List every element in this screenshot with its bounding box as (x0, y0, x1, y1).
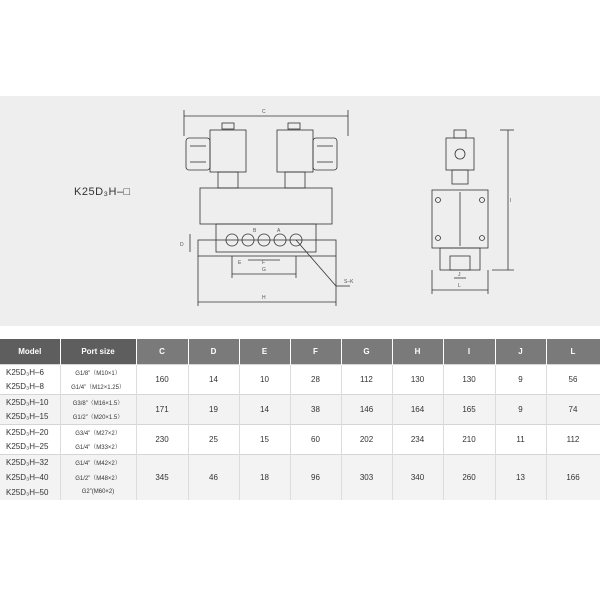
value-f: 60 (290, 425, 341, 455)
value-h: 234 (392, 425, 443, 455)
dim-f-label: F (262, 260, 266, 266)
header-model: Model (0, 339, 60, 365)
value-c: 160 (136, 365, 188, 395)
dim-c-label: C (262, 109, 266, 115)
dim-sk-label: S–K (344, 279, 354, 285)
value-h: 130 (392, 365, 443, 395)
side-view (432, 130, 514, 294)
dim-a-label: A (277, 228, 281, 234)
dim-d-label: D (180, 242, 184, 248)
value-d: 46 (188, 455, 239, 500)
dim-e-label: E (238, 260, 242, 266)
model-cell: K25D₃H–6 (0, 365, 60, 380)
model-label: K25D₃H–□ (74, 186, 131, 198)
dim-i-label: I (510, 198, 512, 204)
drawing-panel (0, 96, 600, 326)
header-port-size: Port size (60, 339, 136, 365)
value-d: 19 (188, 395, 239, 425)
model-cell: K25D₃H–15 (0, 410, 60, 425)
header-f: F (290, 339, 341, 365)
header-g: G (341, 339, 392, 365)
value-f: 28 (290, 365, 341, 395)
model-cell: K25D₃H–10 (0, 395, 60, 410)
value-g: 112 (341, 365, 392, 395)
port-cell: G1/2”（M48×2） (60, 470, 136, 485)
value-i: 165 (443, 395, 495, 425)
header-e: E (239, 339, 290, 365)
value-g: 146 (341, 395, 392, 425)
model-cell: K25D₃H–8 (0, 380, 60, 395)
value-j: 13 (495, 455, 546, 500)
value-g: 303 (341, 455, 392, 500)
header-l: L (546, 339, 600, 365)
value-i: 130 (443, 365, 495, 395)
header-h: H (392, 339, 443, 365)
value-g: 202 (341, 425, 392, 455)
value-e: 14 (239, 395, 290, 425)
technical-drawing (0, 96, 600, 326)
front-view (180, 109, 354, 306)
value-l: 56 (546, 365, 600, 395)
model-cell: K25D₃H–32 (0, 455, 60, 470)
dim-l-label: L (458, 283, 461, 289)
spec-table (0, 339, 600, 500)
table-header-row (0, 339, 600, 365)
header-j: J (495, 339, 546, 365)
dim-g-label: G (262, 267, 266, 273)
value-f: 38 (290, 395, 341, 425)
dim-h-label: H (262, 295, 266, 301)
value-j: 9 (495, 365, 546, 395)
value-c: 230 (136, 425, 188, 455)
header-d: D (188, 339, 239, 365)
port-cell: G3/8”（M16×1.5） (60, 395, 136, 410)
value-l: 74 (546, 395, 600, 425)
value-c: 345 (136, 455, 188, 500)
model-cell: K25D₃H–40 (0, 470, 60, 485)
value-i: 210 (443, 425, 495, 455)
port-cell: G1/4”（M12×1.25） (60, 380, 136, 395)
table-row (0, 425, 600, 440)
port-cell: G3/4”（M27×2） (60, 425, 136, 440)
port-cell: G1/8”（M10×1） (60, 365, 136, 380)
value-j: 11 (495, 425, 546, 455)
value-e: 10 (239, 365, 290, 395)
value-h: 164 (392, 395, 443, 425)
table-row (0, 455, 600, 470)
value-j: 9 (495, 395, 546, 425)
port-cell: G1/4”（M42×2） (60, 455, 136, 470)
value-e: 15 (239, 425, 290, 455)
model-cell: K25D₃H–50 (0, 485, 60, 500)
value-l: 112 (546, 425, 600, 455)
model-cell: K25D₃H–20 (0, 425, 60, 440)
value-i: 260 (443, 455, 495, 500)
header-c: C (136, 339, 188, 365)
port-cell: G1/4”（M33×2） (60, 440, 136, 455)
value-d: 14 (188, 365, 239, 395)
value-h: 340 (392, 455, 443, 500)
value-f: 96 (290, 455, 341, 500)
value-d: 25 (188, 425, 239, 455)
value-l: 166 (546, 455, 600, 500)
model-cell: K25D₃H–25 (0, 440, 60, 455)
dim-b-label: B (253, 228, 257, 234)
table-row (0, 395, 600, 410)
value-c: 171 (136, 395, 188, 425)
port-cell: G1/2”（M20×1.5） (60, 410, 136, 425)
dim-j-label: J (458, 272, 461, 278)
header-i: I (443, 339, 495, 365)
table-row (0, 365, 600, 380)
port-cell: G2”(M60×2) (60, 485, 136, 500)
value-e: 18 (239, 455, 290, 500)
